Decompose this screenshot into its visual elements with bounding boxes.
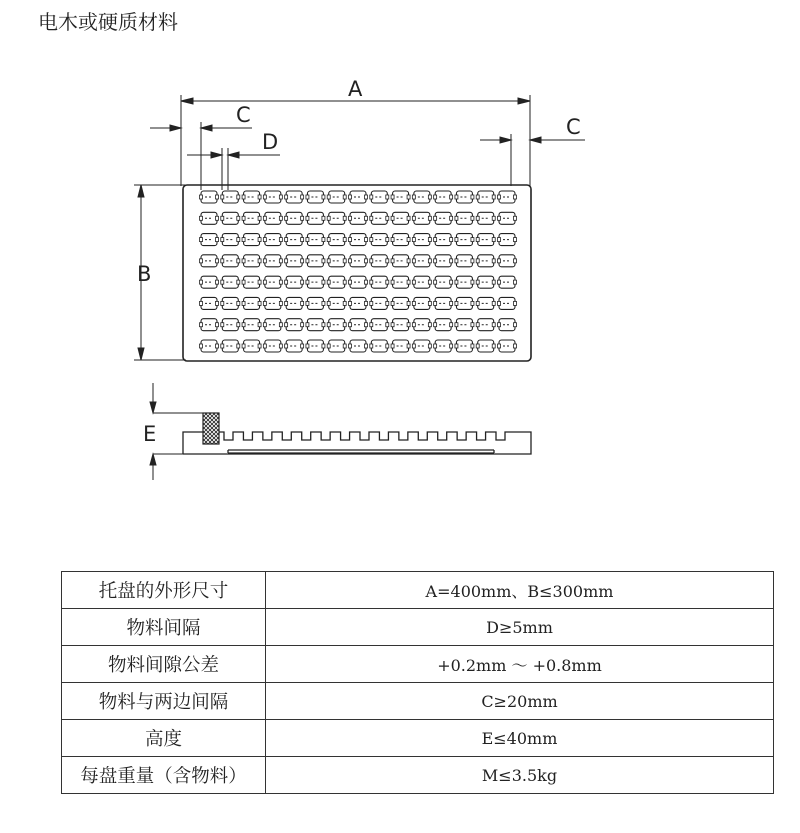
tray-pocket <box>412 340 431 352</box>
spec-value: M≤3.5kg <box>266 757 774 794</box>
spec-value: C≥20mm <box>266 683 774 720</box>
label-a: A <box>348 77 363 101</box>
tray-pocket <box>263 212 282 224</box>
tray-pocket <box>327 191 346 203</box>
tray-pocket <box>242 319 261 331</box>
tray-pocket <box>242 340 261 352</box>
tray-pocket <box>455 191 474 203</box>
tray-pocket <box>498 340 517 352</box>
tray-pocket <box>221 319 240 331</box>
tray-pocket <box>434 191 453 203</box>
tray-pocket <box>370 319 389 331</box>
tray-pocket <box>349 212 368 224</box>
tray-pocket <box>391 212 410 224</box>
table-row <box>62 720 774 757</box>
tray-pocket <box>370 297 389 309</box>
tray-pocket <box>327 255 346 267</box>
tray-pocket <box>327 276 346 288</box>
tray-pocket <box>349 276 368 288</box>
label-c-right: C <box>566 115 581 139</box>
tray-pocket <box>370 191 389 203</box>
tray-pocket <box>306 297 325 309</box>
tray-pocket <box>285 234 304 246</box>
tray-pocket <box>263 276 282 288</box>
spec-value: +0.2mm ～ +0.8mm <box>266 646 774 683</box>
tray-pocket <box>434 255 453 267</box>
tray-pocket <box>434 234 453 246</box>
tray-pocket <box>327 297 346 309</box>
spec-label: 物料与两边间隔 <box>62 683 266 720</box>
tray-pocket <box>370 340 389 352</box>
tray-pocket <box>391 297 410 309</box>
tray-pocket <box>349 255 368 267</box>
tray-side-view <box>183 432 531 454</box>
tray-pocket <box>349 234 368 246</box>
tray-pocket <box>498 319 517 331</box>
spec-value: E≤40mm <box>266 720 774 757</box>
tray-pocket <box>306 340 325 352</box>
tray-pocket <box>200 297 219 309</box>
spec-label: 高度 <box>62 720 266 757</box>
tray-pocket <box>327 212 346 224</box>
page-title: 电木或硬质材料 <box>38 10 178 34</box>
tray-pocket <box>221 191 240 203</box>
tray-pocket <box>200 319 219 331</box>
tray-pocket <box>476 191 495 203</box>
tray-pocket <box>221 297 240 309</box>
tray-pocket <box>306 234 325 246</box>
tray-pocket <box>263 319 282 331</box>
dimension-c-right <box>480 134 585 186</box>
tray-pocket <box>391 255 410 267</box>
tray-pocket <box>285 255 304 267</box>
spec-table <box>61 571 774 794</box>
tray-pocket <box>306 276 325 288</box>
table-row <box>62 572 774 609</box>
tray-pocket <box>455 340 474 352</box>
label-c-left: C <box>236 103 251 127</box>
tray-pocket <box>455 276 474 288</box>
tray-pocket <box>221 255 240 267</box>
tray-pocket <box>349 319 368 331</box>
spec-label: 托盘的外形尺寸 <box>62 572 266 609</box>
tray-pocket <box>434 319 453 331</box>
tray-pocket <box>263 255 282 267</box>
tray-pocket <box>306 212 325 224</box>
tray-pocket <box>455 297 474 309</box>
tray-pocket <box>200 191 219 203</box>
tray-pocket <box>434 340 453 352</box>
tray-pocket <box>200 212 219 224</box>
tray-pocket <box>476 276 495 288</box>
tray-pocket <box>412 191 431 203</box>
tray-pocket <box>285 276 304 288</box>
tray-pocket <box>498 276 517 288</box>
spec-value: D≥5mm <box>266 609 774 646</box>
tray-pocket <box>242 191 261 203</box>
tray-pocket <box>370 276 389 288</box>
tray-pocket <box>476 319 495 331</box>
dimension-a <box>181 95 530 186</box>
tray-pocket <box>263 234 282 246</box>
table-row <box>62 646 774 683</box>
tray-pocket <box>434 212 453 224</box>
tray-pocket <box>498 255 517 267</box>
tray-pocket <box>306 255 325 267</box>
tray-pocket <box>455 234 474 246</box>
tray-pocket <box>455 255 474 267</box>
tray-pocket <box>306 191 325 203</box>
tray-pocket <box>455 212 474 224</box>
tray-pocket <box>391 234 410 246</box>
tray-pocket <box>391 276 410 288</box>
tray-pocket <box>434 276 453 288</box>
tray-pocket <box>306 319 325 331</box>
tray-pocket <box>200 234 219 246</box>
pocket-grid <box>200 191 517 352</box>
tray-pocket <box>412 234 431 246</box>
tray-pocket <box>476 212 495 224</box>
tray-pocket <box>476 255 495 267</box>
spec-value: A=400mm、B≤300mm <box>266 572 774 609</box>
tray-pocket <box>391 340 410 352</box>
tray-pocket <box>242 255 261 267</box>
tray-pocket <box>221 212 240 224</box>
tray-pocket <box>200 255 219 267</box>
tray-pocket <box>498 234 517 246</box>
tray-pocket <box>221 340 240 352</box>
tray-pocket <box>412 212 431 224</box>
tray-pocket <box>242 212 261 224</box>
tray-pocket <box>263 191 282 203</box>
tray-pocket <box>476 340 495 352</box>
tray-pocket <box>263 297 282 309</box>
tray-pocket <box>349 191 368 203</box>
tray-pocket <box>285 297 304 309</box>
tray-pocket <box>412 319 431 331</box>
tray-pocket <box>285 191 304 203</box>
tray-pocket <box>498 191 517 203</box>
tray-pocket <box>476 297 495 309</box>
tray-pocket <box>200 340 219 352</box>
tray-pocket <box>370 255 389 267</box>
tray-pocket <box>285 340 304 352</box>
tray-pocket <box>498 212 517 224</box>
tray-pocket <box>412 297 431 309</box>
tray-pocket <box>327 319 346 331</box>
tray-pocket <box>242 234 261 246</box>
table-row <box>62 757 774 794</box>
tray-pocket <box>263 340 282 352</box>
tray-pocket <box>285 212 304 224</box>
label-d: D <box>262 130 279 154</box>
tray-pocket <box>455 319 474 331</box>
tray-pocket <box>349 340 368 352</box>
tray-pocket <box>391 191 410 203</box>
table-row <box>62 609 774 646</box>
tray-pocket <box>412 276 431 288</box>
tray-pocket <box>370 234 389 246</box>
tray-pocket <box>242 276 261 288</box>
tray-plan-view <box>183 185 531 361</box>
tray-pocket <box>349 297 368 309</box>
tray-pocket <box>412 255 431 267</box>
tray-pocket <box>391 319 410 331</box>
tray-pocket <box>476 234 495 246</box>
spec-label: 每盘重量（含物料） <box>62 757 266 794</box>
tray-pocket <box>221 234 240 246</box>
spec-label: 物料间隙公差 <box>62 646 266 683</box>
spec-label: 物料间隔 <box>62 609 266 646</box>
tray-pocket <box>370 212 389 224</box>
tray-pocket <box>327 340 346 352</box>
tray-pocket <box>285 319 304 331</box>
label-b: B <box>137 262 152 286</box>
tray-pocket <box>498 297 517 309</box>
tray-pocket <box>434 297 453 309</box>
label-e: E <box>143 422 157 446</box>
tray-pocket <box>200 276 219 288</box>
tray-pocket <box>242 297 261 309</box>
table-row <box>62 683 774 720</box>
tray-pocket <box>221 276 240 288</box>
tray-pocket <box>327 234 346 246</box>
